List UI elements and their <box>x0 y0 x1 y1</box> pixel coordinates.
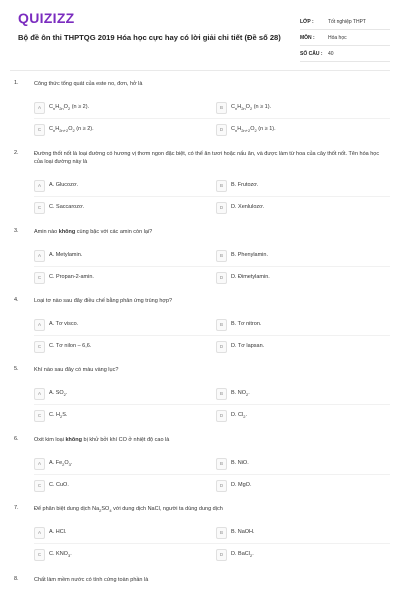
meta-table <box>300 14 390 62</box>
option-text: A. Tơ visco. <box>49 321 79 327</box>
option-text: $C_nH_{2n+2}O_2$ (n ≥ 2). <box>49 126 94 134</box>
option-letter-box: B <box>216 319 227 331</box>
question-number: 8. <box>14 576 19 582</box>
option-text: B. NiO. <box>231 460 249 466</box>
question-number: 6. <box>14 436 19 442</box>
meta-key: MÔN : <box>300 34 315 41</box>
question-number: 4. <box>14 297 19 303</box>
question-text: Oxit kim loại không bị khử bởi khí CO ở nhiệt độ cao là <box>34 437 170 443</box>
option-letter-box: C <box>34 124 45 136</box>
option-letter-box: D <box>216 480 227 492</box>
option-row-divider <box>34 335 390 336</box>
option-text: $C_nH_{2n}O_2$ (n ≥ 1). <box>231 104 272 112</box>
option-text: C. $KNO_3$. <box>49 551 72 559</box>
meta-row-count <box>300 46 390 62</box>
option-letter-box: B <box>216 527 227 539</box>
option-row-divider <box>34 266 390 267</box>
option-letter-box: A <box>34 102 45 114</box>
quizizz-logo: QUIZIZZ <box>18 10 75 26</box>
document-title: Bộ đề ôn thi THPTQG 2019 Hóa học cực hay có lời giải chi tiết (Đề số 28) <box>18 33 281 42</box>
question-number: 2. <box>14 150 19 156</box>
option-text: B. NaOH. <box>231 529 255 535</box>
option-text: A. $Fe_2O_3$. <box>49 460 73 468</box>
question-text: Amin nào không cùng bậc với các amin còn lại? <box>34 229 153 235</box>
option-text: D. BaCl$_2$. <box>231 551 254 559</box>
option-letter-box: D <box>216 124 227 136</box>
option-text: D. Xenlulozơ. <box>231 204 265 210</box>
question-number: 1. <box>14 80 19 86</box>
meta-key: LỚP : <box>300 18 314 25</box>
option-letter-box: B <box>216 180 227 192</box>
option-letter-box: A <box>34 180 45 192</box>
meta-row-class <box>300 14 390 30</box>
option-text: A. HCl. <box>49 529 67 535</box>
option-text: A. $SO_2$. <box>49 390 68 398</box>
meta-value: Tốt nghiệp THPT <box>328 18 366 25</box>
option-text: B. $NO_2$. <box>231 390 250 398</box>
option-letter-box: B <box>216 102 227 114</box>
option-text: D. Tơ lapsan. <box>231 343 265 349</box>
option-letter-box: B <box>216 250 227 262</box>
option-letter-box: A <box>34 458 45 470</box>
option-letter-box: D <box>216 341 227 353</box>
option-row-divider <box>34 196 390 197</box>
question-text: Đường thốt nốt là loại đường có hương vị thơm ngon đặc biệt, có thể ăn tươi hoặc nấu ăn, và được làm từ hoa của cây thốt nốt. Tên hóa học của loại đường này là <box>34 151 380 165</box>
option-text: $C_nH_{2n+2}O_2$ (n ≥ 1). <box>231 126 276 134</box>
option-letter-box: A <box>34 250 45 262</box>
option-text: A. Metylamin. <box>49 252 83 258</box>
question-text: Để phân biệt dung dịch $Na_2SO_4$ với dung dịch NaCl, người ta dùng dung dịch <box>34 506 223 514</box>
option-letter-box: C <box>34 549 45 561</box>
option-text: B. Phenylamin. <box>231 252 268 258</box>
option-text: A. Glucozơ. <box>49 182 78 188</box>
option-letter-box: A <box>34 319 45 331</box>
option-row-divider <box>34 118 390 119</box>
meta-key: SỐ CÂU : <box>300 50 323 57</box>
header-divider <box>10 70 390 71</box>
option-text: B. Tơ nitron. <box>231 321 262 327</box>
option-letter-box: C <box>34 272 45 284</box>
option-letter-box: C <box>34 410 45 422</box>
option-text: D. MgO. <box>231 482 252 488</box>
question-text: Loại tơ nào sau đây điều chế bằng phản ứng trùng hợp? <box>34 298 173 304</box>
question-number: 5. <box>14 366 19 372</box>
option-letter-box: B <box>216 388 227 400</box>
option-letter-box: D <box>216 202 227 214</box>
question-number: 3. <box>14 228 19 234</box>
option-letter-box: D <box>216 549 227 561</box>
option-text: C. CuO. <box>49 482 69 488</box>
option-text: $C_nH_{2n}O_2$ (n ≥ 2). <box>49 104 90 112</box>
option-text: C. Saccarozơ. <box>49 204 85 210</box>
option-letter-box: C <box>34 341 45 353</box>
question-text: Công thức tổng quát của este no, đơn, hở là <box>34 81 143 87</box>
option-row-divider <box>34 404 390 405</box>
option-letter-box: D <box>216 410 227 422</box>
option-text: C. Propan-2-amin. <box>49 274 94 280</box>
option-row-divider <box>34 474 390 475</box>
question-text: Chất làm mềm nước có tính cứng toàn phần là <box>34 577 149 583</box>
option-row-divider <box>34 543 390 544</box>
meta-value: Hóa học <box>328 34 347 41</box>
option-text: D. Đimetylamin. <box>231 274 270 280</box>
meta-row-subject <box>300 30 390 46</box>
option-letter-box: B <box>216 458 227 470</box>
option-letter-box: A <box>34 527 45 539</box>
option-text: C. Tơ nilon – 6,6. <box>49 343 92 349</box>
question-number: 7. <box>14 505 19 511</box>
option-letter-box: A <box>34 388 45 400</box>
option-letter-box: C <box>34 202 45 214</box>
meta-value: 40 <box>328 50 334 57</box>
option-text: B. Frutozơ. <box>231 182 259 188</box>
question-text: Khí nào sau đây có màu vàng lục? <box>34 367 119 373</box>
option-letter-box: C <box>34 480 45 492</box>
header <box>0 0 400 70</box>
option-letter-box: D <box>216 272 227 284</box>
option-text: D. $Cl_2$. <box>231 412 247 420</box>
option-text: C. $H_2S$. <box>49 412 68 420</box>
